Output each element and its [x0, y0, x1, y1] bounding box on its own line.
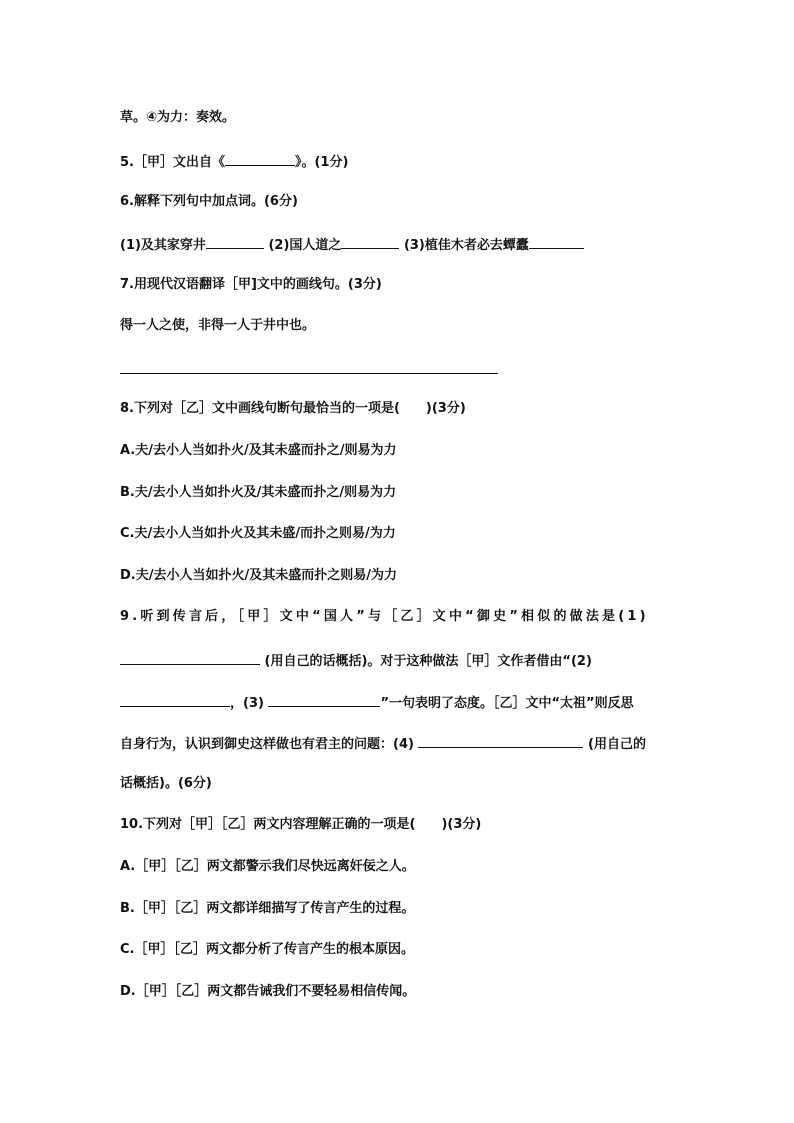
question-9-line-5 — [120, 775, 212, 793]
question-7-sentence — [120, 317, 315, 335]
question-9-text-3b: ”一句表明了态度。［乙］文中“太祖”则反思 — [380, 696, 634, 711]
question-5-text-a: 5.［甲］文出自《 — [120, 155, 225, 170]
question-10-option-d[interactable] — [120, 983, 415, 1001]
question-6-text: 6.解释下列句中加点词。(6分) — [120, 194, 298, 209]
note-line — [120, 109, 235, 127]
question-8-option-a[interactable] — [120, 442, 397, 460]
question-8 — [120, 400, 466, 418]
question-9-text-4b: (用自己的 — [588, 737, 646, 752]
question-6-blank-3[interactable] — [529, 234, 584, 249]
option-c-text: C.夫/去小人当如扑火及其未盛/而扑之则易/为力 — [120, 526, 396, 541]
question-7-sentence-text: 得一人之使，非得一人于井中也。 — [120, 318, 316, 333]
question-6-item-3: (3)植佳木者必去蟫蠹 — [403, 238, 529, 253]
question-9-blank-4[interactable] — [418, 733, 583, 748]
question-8-text: 8.下列对［乙］文中画线句断句最恰当的一项是( )(3分) — [120, 401, 466, 416]
question-6-item-1: (1)及其家穿井 — [120, 238, 206, 253]
question-9-text-2: (用自己的话概括)。对于这种做法［甲］文作者借由“(2) — [264, 654, 592, 669]
question-9-blank-2[interactable] — [120, 692, 230, 707]
question-9-text-3a: ，(3) — [230, 696, 264, 711]
question-10-option-c[interactable] — [120, 941, 414, 959]
question-5-blank[interactable] — [225, 151, 295, 166]
question-10-option-b[interactable] — [120, 900, 414, 918]
question-6-item-2: (2)国人道之 — [268, 238, 342, 253]
note-text: 草。④为力：奏效。 — [120, 110, 236, 125]
question-10-text: 10.下列对［甲］［乙］两文内容理解正确的一项是( )(3分) — [120, 817, 482, 832]
question-9-line-4 — [120, 733, 646, 754]
option-b-text: B.［甲］［乙］两文都详细描写了传言产生的过程。 — [120, 901, 415, 916]
question-5 — [120, 151, 348, 172]
answer-line[interactable] — [120, 373, 498, 374]
option-d-text: D.［甲］［乙］两文都告诫我们不要轻易相信传闻。 — [120, 984, 416, 999]
question-9-blank-3[interactable] — [268, 692, 380, 707]
question-9-line-2 — [120, 650, 592, 671]
question-10-option-a[interactable] — [120, 858, 415, 876]
question-9-text-1: 9.听到传言后，［甲］文中“国人”与［乙］文中“御史”相似的做法是(1) — [120, 609, 649, 624]
question-6-blank-2[interactable] — [341, 234, 399, 249]
question-8-option-d[interactable] — [120, 567, 397, 585]
question-7 — [120, 276, 382, 294]
question-9-text-4a: 自身行为，认识到御史这样做也有君主的问题：(4) — [120, 737, 414, 752]
question-6 — [120, 193, 298, 211]
option-b-text: B.夫/去小人当如扑火及/其未盛而扑之/则易为力 — [120, 485, 397, 500]
question-9-line-1 — [120, 608, 649, 626]
option-a-text: A.夫/去小人当如扑火/及其未盛而扑之/则易为力 — [120, 443, 397, 458]
question-9-text-5: 话概括)。(6分) — [120, 776, 212, 791]
question-10 — [120, 816, 481, 834]
question-6-items — [120, 234, 584, 255]
question-7-text: 7.用现代汉语翻译［甲]文中的画线句。(3分) — [120, 277, 382, 292]
question-9-line-3 — [120, 692, 634, 713]
question-5-text-b: 》。(1分) — [294, 155, 349, 170]
question-8-option-b[interactable] — [120, 484, 396, 502]
option-a-text: A.［甲］［乙］两文都警示我们尽快远离奸佞之人。 — [120, 859, 415, 874]
question-6-blank-1[interactable] — [206, 234, 264, 249]
question-9-blank-1[interactable] — [120, 650, 260, 665]
question-8-option-c[interactable] — [120, 525, 396, 543]
option-d-text: D.夫/去小人当如扑火/及其未盛而扑之则易/为力 — [120, 568, 397, 583]
option-c-text: C.［甲］［乙］两文都分析了传言产生的根本原因。 — [120, 942, 414, 957]
